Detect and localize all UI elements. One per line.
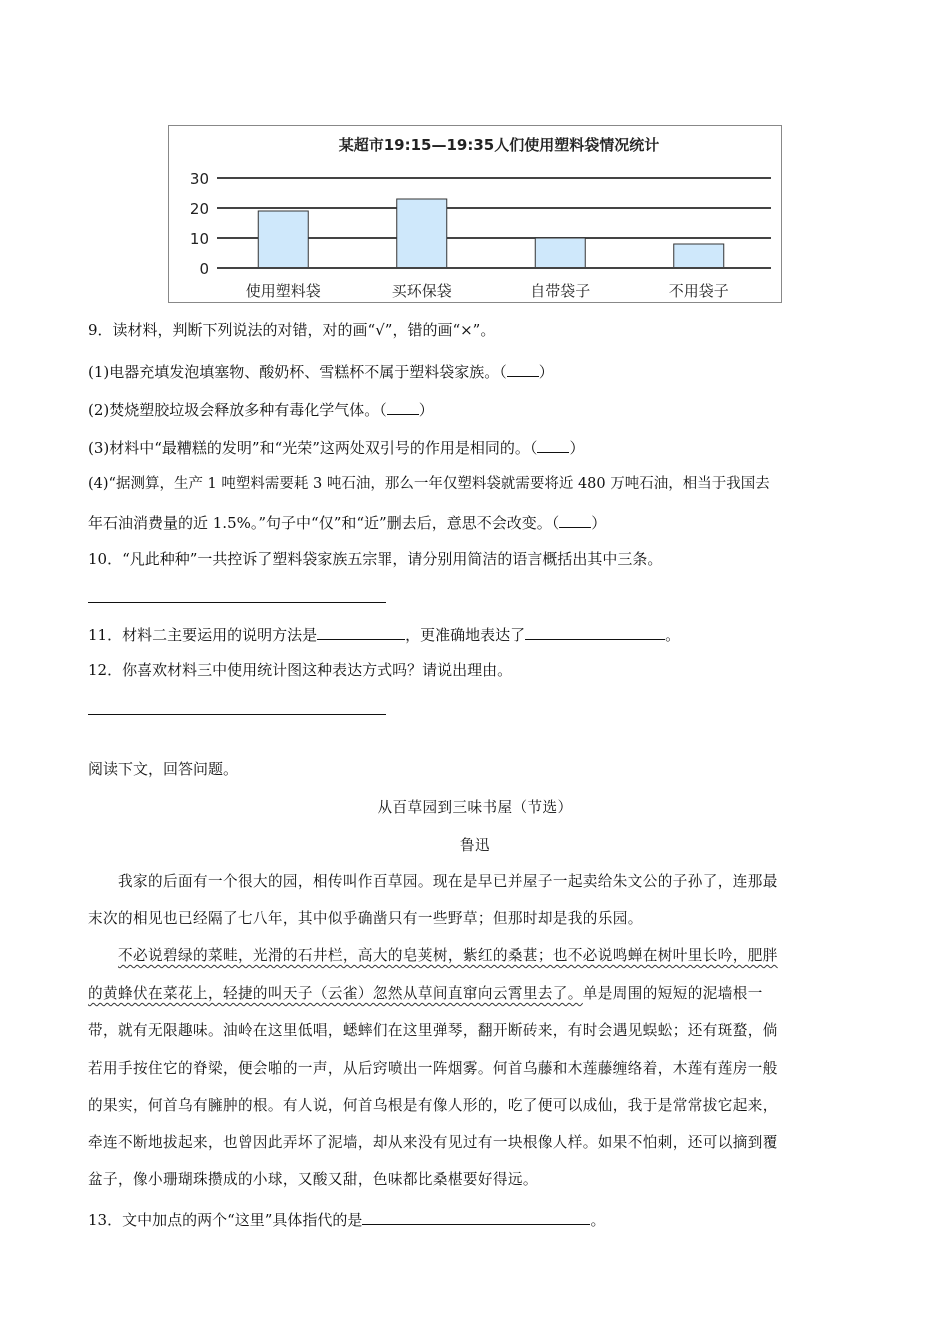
- x-category-label: 自带袋子: [530, 282, 591, 300]
- chart-canvas: [169, 126, 781, 302]
- y-tick-label: 0: [199, 260, 209, 278]
- p1-line-1: 我家的后面有一个很大的园，相传叫作百草园。现在是早已并屋子一起卖给朱文公的子孙了，连那最: [118, 873, 778, 890]
- passage-author: 鲁迅: [460, 837, 490, 854]
- bar: [535, 238, 585, 268]
- wavy-underlined-text: 不必说碧绿的菜畦，光滑的石井栏，高大的皂荚树，紫红的桑葚；也不必说鸣蝉在树叶里长吟，肥胖: [118, 947, 778, 964]
- x-category-label: 买环保袋: [391, 282, 452, 300]
- p2-line-2: 的黄蜂伏在菜花上，轻捷的叫天子（云雀）忽然从草间直窜向云霄里去了。单是周围的短短的泥墙根一: [88, 985, 763, 1002]
- q9-item-4-line-2: 年石油消费量的近 1.5%。”句子中“仅”和“近”删去后，意思不会改变。（ ）: [88, 511, 606, 533]
- passage-title: 从百草园到三味书屋（节选）: [377, 799, 573, 816]
- answer-blank[interactable]: [387, 398, 419, 415]
- answer-blank[interactable]: [507, 360, 539, 377]
- x-category-label: 不用袋子: [668, 282, 729, 300]
- bar: [258, 211, 308, 268]
- p2-line-1: [118, 946, 778, 966]
- q11-stem: 11．材料二主要运用的说明方法是 ，更准确地表达了 。: [88, 623, 680, 645]
- q9-stem: 9．读材料，判断下列说法的对错，对的画“√”，错的画“×”。: [88, 321, 496, 339]
- bar-chart: [168, 125, 782, 303]
- q12-answer-line[interactable]: [88, 714, 386, 715]
- reading-intro: 阅读下文，回答问题。: [88, 760, 239, 778]
- q9-item-4-line-1: (4)“据测算，生产 1 吨塑料需要耗 3 吨石油，那么一年仅塑料袋就需要将近 480 万吨石油，相当于我国去: [88, 476, 770, 492]
- y-tick-label: 30: [189, 170, 209, 188]
- x-category-label: 使用塑料袋: [245, 282, 321, 300]
- bar: [674, 244, 724, 268]
- answer-blank[interactable]: [525, 623, 665, 640]
- y-tick-label: 10: [189, 230, 209, 248]
- q10-answer-line[interactable]: [88, 602, 386, 603]
- p2-line-4: 若用手按住它的脊梁，便会啪的一声，从后窍喷出一阵烟雾。何首乌藤和木莲藤缠络着，木莲有莲房一般: [88, 1060, 778, 1077]
- answer-blank[interactable]: [559, 511, 591, 528]
- answer-blank[interactable]: [537, 436, 569, 453]
- q12-stem: 12．你喜欢材料三中使用统计图这种表达方式吗？请说出理由。: [88, 661, 513, 679]
- p2-line-5: 的果实，何首乌有臃肿的根。有人说，何首乌根是有像人形的，吃了便可以成仙，我于是常常拔它起来，: [88, 1097, 778, 1114]
- y-tick-label: 20: [189, 200, 209, 218]
- wavy-underlined-text: 的黄蜂伏在菜花上，轻捷的叫天子（云雀）忽然从草间直窜向云霄里去了。: [88, 985, 583, 1002]
- q13-stem: 13．文中加点的两个“这里”具体指代的是 。: [88, 1208, 605, 1230]
- p1-line-2: 末次的相见也已经隔了七八年，其中似乎确凿只有一些野草；但那时却是我的乐园。: [88, 910, 643, 927]
- answer-blank[interactable]: [317, 623, 405, 640]
- chart-title: 某超市19:15—19:35人们使用塑料袋情况统计: [338, 136, 660, 154]
- p2-line-7: 盆子，像小珊瑚珠攒成的小球，又酸又甜，色味都比桑椹要好得远。: [88, 1171, 538, 1188]
- q9-item-2: (2)焚烧塑胶垃圾会释放多种有毒化学气体。（ ）: [88, 398, 434, 420]
- p2-line-6: 牵连不断地拔起来，也曾因此弄坏了泥墙，却从来没有见过有一块根像人样。如果不怕刺，还可以摘到覆: [88, 1134, 778, 1151]
- p2-line-3: 带，就有无限趣味。油岭在这里低唱，蟋蟀们在这里弹琴，翻开断砖来，有时会遇见蜈蚣；还有斑蝥，倘: [88, 1022, 778, 1039]
- answer-blank[interactable]: [362, 1208, 590, 1225]
- q9-item-1: (1)电器充填发泡填塞物、酸奶杯、雪糕杯不属于塑料袋家族。（ ）: [88, 360, 554, 382]
- bar: [397, 199, 447, 268]
- q9-item-3: (3)材料中“最糟糕的发明”和“光荣”这两处双引号的作用是相同的。（ ）: [88, 436, 584, 458]
- q10-stem: 10．“凡此种种”一共控诉了塑料袋家族五宗罪，请分别用简洁的语言概括出其中三条。: [88, 550, 663, 568]
